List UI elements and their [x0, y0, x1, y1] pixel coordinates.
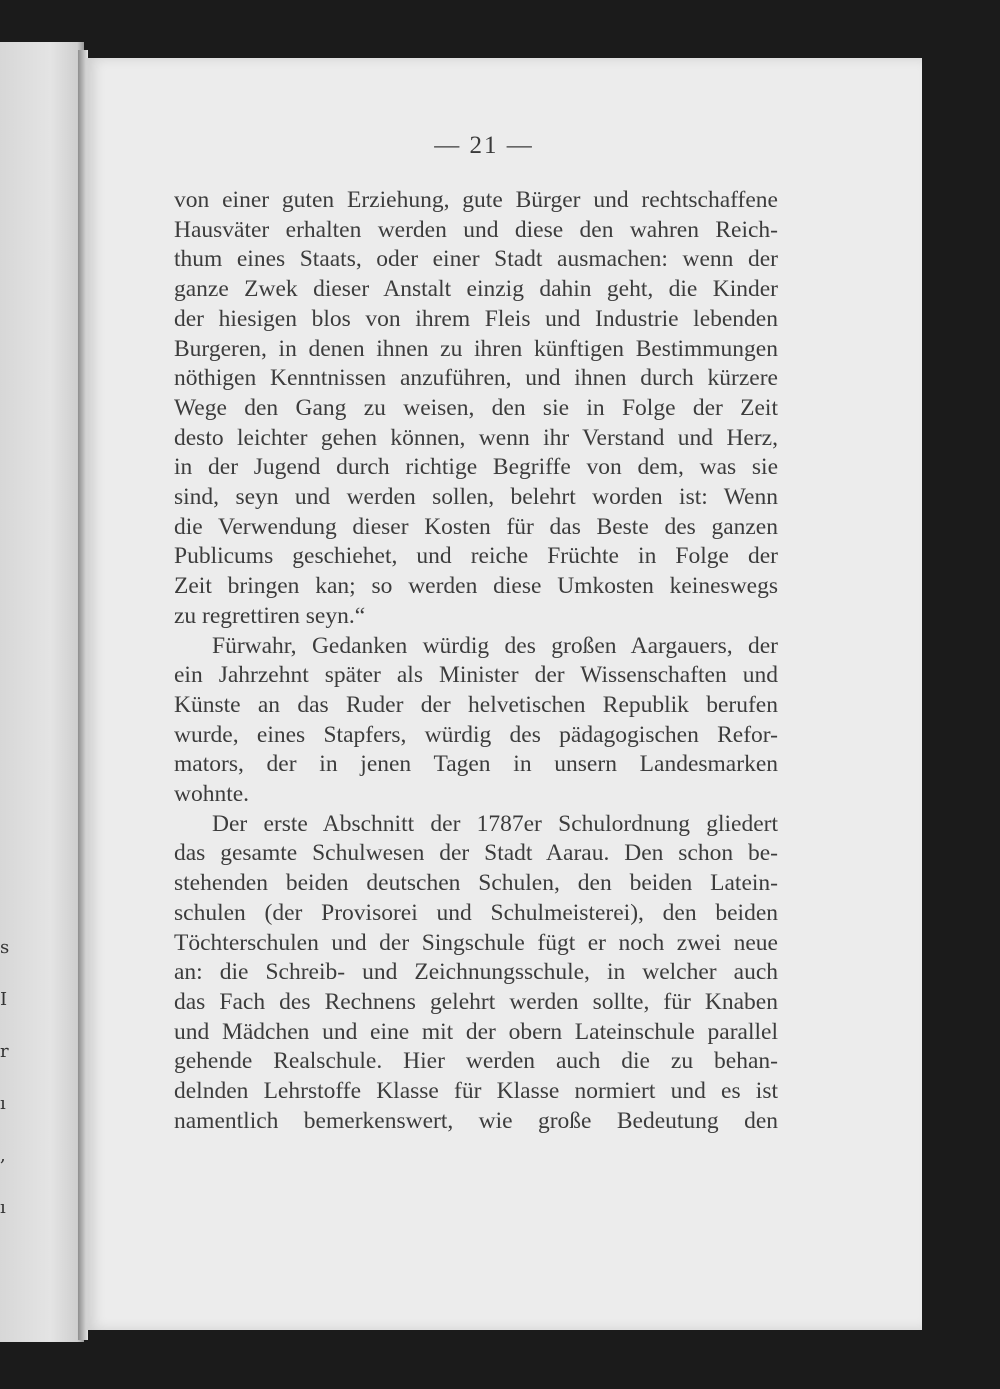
text-line: ganze Zwek dieser Anstalt einzig dahin geht, die Kinder [174, 276, 778, 303]
text-line: in der Jugend durch richtige Begriffe von dem, was sie [174, 454, 778, 481]
facing-page-letter-fragments [0, 922, 14, 1234]
text-line: nöthigen Kenntnissen anzuführen, und ihnen durch kürzere [174, 365, 778, 392]
text-line: Wege den Gang zu weisen, den sie in Folge der Zeit [174, 394, 778, 421]
text-line: an: die Schreib- und Zeichnungsschule, in welcher auch [174, 959, 778, 986]
page-text [174, 186, 778, 1137]
text-line: zu regrettiren seyn.“ [174, 602, 366, 629]
margin-fragment: , [0, 1145, 6, 1166]
text-line: schulen (der Provisorei und Schulmeisterei), den beiden [174, 899, 778, 926]
text-line: sind, seyn und werden sollen, belehrt worden ist: Wenn [174, 484, 778, 511]
text-line: Fürwahr, Gedanken würdig des großen Aargauers, der [212, 632, 778, 659]
text-line: Künste an das Ruder der helvetischen Republik berufen [174, 691, 778, 718]
paragraph-3 [174, 810, 778, 1137]
paragraph-1 [174, 186, 778, 632]
text-line: ein Jahrzehnt später als Minister der Wissenschaften und [174, 662, 778, 689]
margin-fragment: s [0, 937, 10, 958]
margin-fragment: ı [0, 1197, 6, 1218]
text-line: Zeit bringen kan; so werden diese Umkosten keineswegs [174, 573, 778, 600]
text-line: stehenden beiden deutschen Schulen, den beiden Latein- [174, 870, 778, 897]
text-line: Burgeren, in denen ihnen zu ihren künftigen Bestimmungen [174, 335, 778, 362]
text-line: desto leichter gehen können, wenn ihr Verstand und Herz, [174, 424, 778, 451]
page-number: — 21 — [434, 132, 534, 159]
text-line: thum eines Staats, oder einer Stadt ausmachen: wenn der [174, 246, 778, 273]
text-line: wohnte. [174, 781, 250, 808]
text-line: das gesamte Schulwesen der Stadt Aarau. Den schon be- [174, 840, 778, 867]
text-line: Hausväter erhalten werden und diese den wahren Reich- [174, 216, 778, 243]
text-line: der hiesigen blos von ihrem Fleis und Industrie lebenden [174, 305, 778, 332]
text-line: delnden Lehrstoffe Klasse für Klasse normiert und es ist [174, 1078, 778, 1105]
text-line: mators, der in jenen Tagen in unsern Landesmarken [174, 751, 778, 778]
margin-fragment: ı [0, 1093, 6, 1114]
text-line: das Fach des Rechnens gelehrt werden sollte, für Knaben [174, 988, 778, 1015]
margin-fragment: I [0, 989, 8, 1010]
text-line: von einer guten Erziehung, gute Bürger und rechtschaffene [174, 187, 778, 213]
facing-page-edge [0, 42, 84, 1342]
paragraph-2 [174, 632, 778, 810]
margin-fragment: r [0, 1041, 9, 1062]
text-line: die Verwendung dieser Kosten für das Beste des ganzen [174, 513, 778, 540]
text-line: Publicums geschiehet, und reiche Früchte in Folge der [174, 543, 778, 570]
text-line: Töchterschulen und der Singschule fügt er noch zwei neue [174, 929, 778, 956]
text-line: gehende Realschule. Hier werden auch die zu behan- [174, 1048, 778, 1075]
text-line: Der erste Abschnitt der 1787er Schulordnung gliedert [212, 810, 778, 837]
text-line: wurde, eines Stapfers, würdig des pädagogischen Refor- [174, 721, 778, 748]
text-line: namentlich bemerkenswert, wie große Bedeutung den [174, 1107, 778, 1134]
text-line: und Mädchen und eine mit der obern Lateinschule parallel [174, 1018, 778, 1045]
